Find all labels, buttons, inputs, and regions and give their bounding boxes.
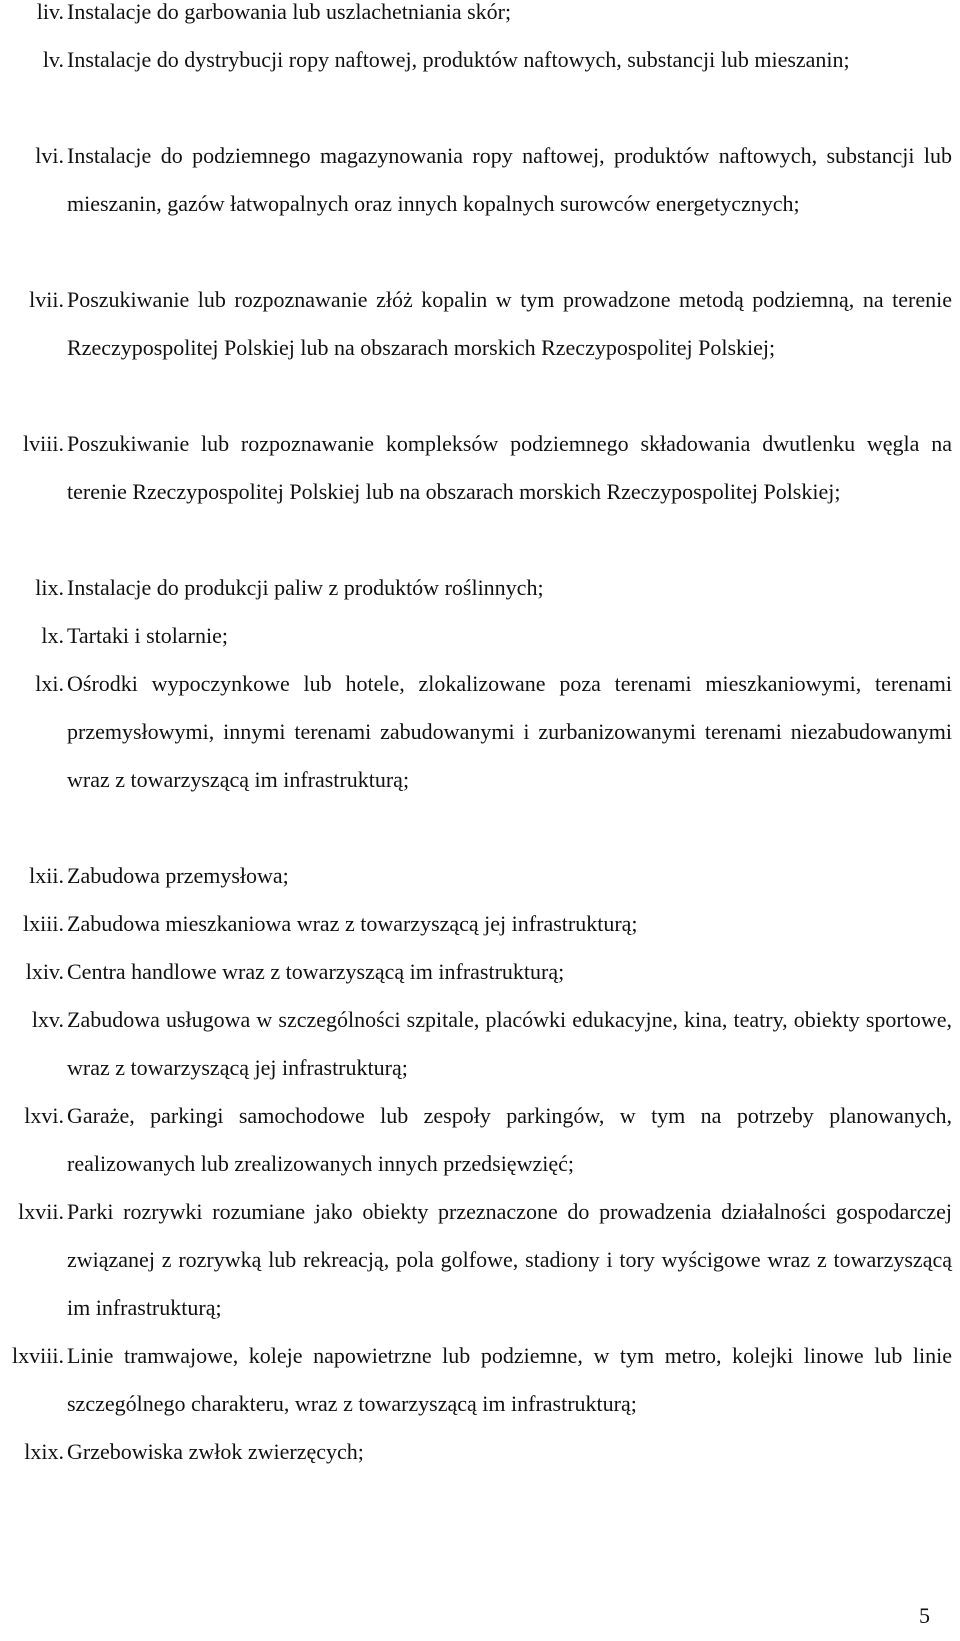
item-number: lix. (35, 575, 64, 600)
item-number: lxiv. (25, 959, 64, 984)
item-number: lxviii. (12, 1343, 64, 1368)
item-number: lvii. (29, 287, 64, 312)
item-number: lviii. (23, 431, 64, 456)
item-text: Linie tramwajowe, koleje napowietrzne lub podziemne, w tym metro, kolejki linowe lub linie szczególnego charakteru, wraz z towarzyszącą im infrastrukturą; (67, 1343, 952, 1416)
item-number: lxii. (29, 863, 64, 888)
item-number: lv. (42, 47, 64, 72)
item-text: Instalacje do produkcji paliw z produktów roślinnych; (67, 575, 544, 600)
item-text: Centra handlowe wraz z towarzyszącą im infrastrukturą; (67, 959, 565, 984)
item-text: Zabudowa przemysłowa; (67, 863, 289, 888)
item-text: Ośrodki wypoczynkowe lub hotele, zlokalizowane poza terenami mieszkaniowymi, terenami przemysłowymi, innymi terenami zabudowanymi i zurbanizowanymi terenami niezabudowanymi wraz z towarzyszącą im infrastrukturą; (67, 671, 952, 792)
item-text: Instalacje do podziemnego magazynowania ropy naftowej, produktów naftowych, substancji lub mieszanin, gazów łatwopalnych oraz innych kopalnych surowców energetycznych; (67, 143, 952, 216)
item-text: Zabudowa mieszkaniowa wraz z towarzyszącą jej infrastrukturą; (67, 911, 638, 936)
page-number: 5 (919, 1603, 930, 1628)
item-number: lx. (41, 623, 64, 648)
item-number: liv. (36, 0, 64, 24)
item-number: lxix. (24, 1439, 64, 1464)
item-text: Zabudowa usługowa w szczególności szpitale, placówki edukacyjne, kina, teatry, obiekty sportowe, wraz z towarzyszącą jej infrastrukturą; (67, 1007, 952, 1080)
item-number: lvi. (35, 143, 64, 168)
item-text: Poszukiwanie lub rozpoznawanie kompleksów podziemnego składowania dwutlenku węgla na terenie Rzeczypospolitej Polskiej lub na obszarach morskich Rzeczypospolitej Polskiej; (67, 431, 952, 504)
item-number: lxvi. (24, 1103, 64, 1128)
item-number: lxiii. (23, 911, 64, 936)
item-number: lxi. (35, 671, 64, 696)
item-text: Tartaki i stolarnie; (67, 623, 228, 648)
item-text: Instalacje do garbowania lub uszlachetniania skór; (67, 0, 512, 24)
item-text: Garaże, parkingi samochodowe lub zespoły parkingów, w tym na potrzeby planowanych, realizowanych lub zrealizowanych innych przedsięwzięć; (67, 1103, 952, 1176)
item-text: Poszukiwanie lub rozpoznawanie złóż kopalin w tym prowadzone metodą podziemną, na terenie Rzeczypospolitej Polskiej lub na obszarach morskich Rzeczypospolitej Polskiej; (67, 287, 952, 360)
item-text: Parki rozrywki rozumiane jako obiekty przeznaczone do prowadzenia działalności gospodarczej związanej z rozrywką lub rekreacją, pola golfowe, stadiony i tory wyścigowe wraz z towarzyszącą im infrastrukturą; (67, 1199, 952, 1320)
item-number: lxvii. (18, 1199, 64, 1224)
item-text: Instalacje do dystrybucji ropy naftowej, produktów naftowych, substancji lub mieszanin; (67, 47, 850, 72)
item-number: lxv. (31, 1007, 64, 1032)
item-text: Grzebowiska zwłok zwierzęcych; (67, 1439, 364, 1464)
